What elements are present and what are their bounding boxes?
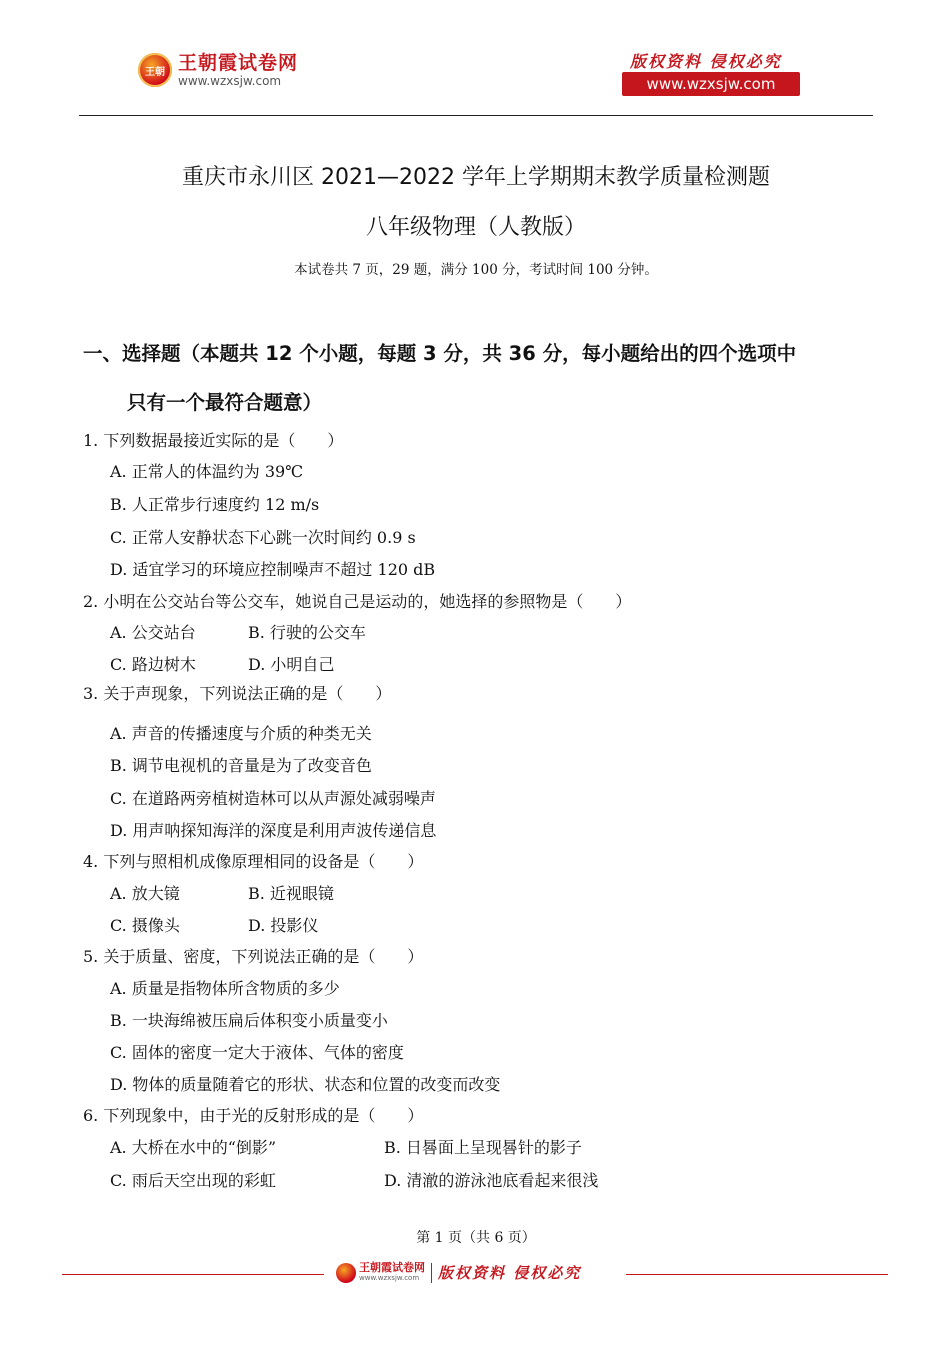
- question-3-option-a: A. 声音的传播速度与介质的种类无关: [110, 724, 372, 743]
- logo-badge-icon: 王朝: [138, 53, 172, 87]
- question-5-option-a: A. 质量是指物体所含物质的多少: [110, 979, 340, 998]
- question-1-option-c: C. 正常人安静状态下心跳一次时间约 0.9 s: [110, 528, 416, 547]
- question-2: 2. 小明在公交站台等公交车，她说自己是运动的，她选择的参照物是（ ）: [83, 592, 632, 611]
- question-4-option-d: D. 投影仪: [248, 916, 319, 935]
- question-5-option-d: D. 物体的质量随着它的形状、状态和位置的改变而改变: [110, 1075, 501, 1094]
- question-1-option-d: D. 适宜学习的环境应控制噪声不超过 120 dB: [110, 560, 436, 579]
- page-number: 第 1 页（共 6 页）: [416, 1230, 536, 1246]
- exam-title: 重庆市永川区 2021—2022 学年上学期期末教学质量检测题: [182, 165, 770, 190]
- question-5-option-b: B. 一块海绵被压扁后体积变小质量变小: [110, 1011, 388, 1030]
- question-1: 1. 下列数据最接近实际的是（ ）: [83, 431, 344, 450]
- footer-separator: [431, 1263, 432, 1283]
- question-4-option-a: A. 放大镜: [110, 884, 180, 903]
- footer-logo-badge-icon: [336, 1263, 356, 1283]
- question-6-option-d: D. 清澈的游泳池底看起来很浅: [384, 1171, 599, 1190]
- question-2-option-d: D. 小明自己: [248, 655, 335, 674]
- section-heading: 一、选择题（本题共 12 个小题，每题 3 分，共 36 分，每小题给出的四个选项中: [83, 342, 797, 365]
- question-1-option-a: A. 正常人的体温约为 39℃: [110, 462, 304, 481]
- question-2-option-b: B. 行驶的公交车: [248, 623, 366, 642]
- question-2-option-a: A. 公交站台: [110, 623, 196, 642]
- footer-logo-url[interactable]: www.wzxsjw.com: [359, 1274, 420, 1282]
- question-3-option-c: C. 在道路两旁植树造林可以从声源处减弱噪声: [110, 789, 436, 808]
- header-divider: [79, 115, 873, 116]
- section-heading-cont: 只有一个最符合题意）: [127, 391, 323, 414]
- question-4: 4. 下列与照相机成像原理相同的设备是（ ）: [83, 852, 424, 871]
- site-url-banner[interactable]: www.wzxsjw.com: [622, 72, 800, 96]
- question-1-option-b: B. 人正常步行速度约 12 m/s: [110, 495, 320, 514]
- question-6-option-a: A. 大桥在水中的“倒影”: [110, 1138, 277, 1157]
- question-4-option-c: C. 摄像头: [110, 916, 180, 935]
- question-2-option-c: C. 路边树木: [110, 655, 196, 674]
- footer-logo[interactable]: [336, 1262, 581, 1283]
- site-logo[interactable]: [138, 52, 298, 88]
- footer-divider-left: [62, 1274, 324, 1275]
- footer-logo-name: 王朝霞试卷网: [359, 1261, 425, 1274]
- question-3-option-d: D. 用声呐探知海洋的深度是利用声波传递信息: [110, 821, 437, 840]
- question-3: 3. 关于声现象，下列说法正确的是（ ）: [83, 684, 392, 703]
- question-3-option-b: B. 调节电视机的音量是为了改变音色: [110, 756, 372, 775]
- footer-divider-right: [626, 1274, 888, 1275]
- question-4-option-b: B. 近视眼镜: [248, 884, 334, 903]
- copyright-notice: 版权资料 侵权必究: [630, 52, 782, 71]
- question-6-option-b: B. 日晷面上呈现晷针的影子: [384, 1138, 582, 1157]
- footer-copyright: 版权资料 侵权必究: [438, 1264, 582, 1282]
- question-5: 5. 关于质量、密度，下列说法正确的是（ ）: [83, 947, 424, 966]
- exam-subtitle: 八年级物理（人教版）: [365, 215, 586, 240]
- exam-info: 本试卷共 7 页，29 题，满分 100 分，考试时间 100 分钟。: [294, 262, 658, 278]
- question-5-option-c: C. 固体的密度一定大于液体、气体的密度: [110, 1043, 404, 1062]
- question-6: 6. 下列现象中，由于光的反射形成的是（ ）: [83, 1106, 424, 1125]
- question-6-option-c: C. 雨后天空出现的彩虹: [110, 1171, 276, 1190]
- logo-name: 王朝霞试卷网: [178, 52, 299, 74]
- logo-url[interactable]: www.wzxsjw.com: [178, 74, 282, 88]
